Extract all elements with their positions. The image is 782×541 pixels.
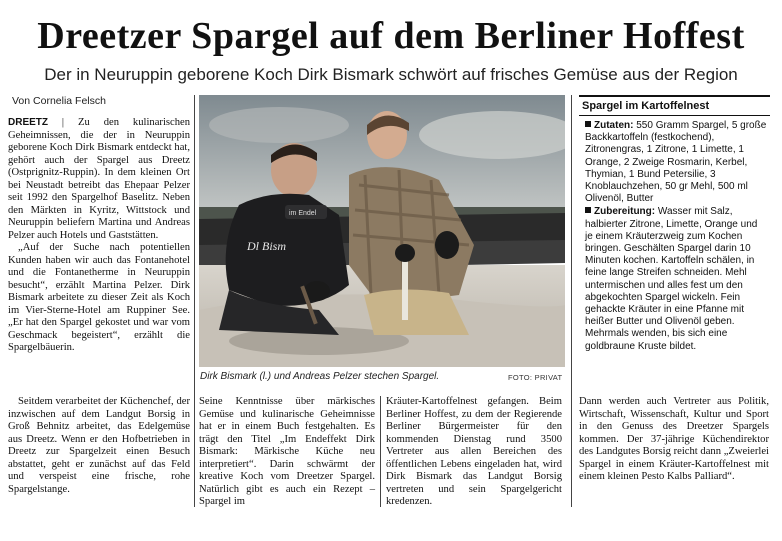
bullet-square-icon [585, 207, 591, 213]
paragraph-5: Kräuter-Kartoffelnest gefangen. Beim Berliner Hoffest, zu dem der Regierende Berliner Bürgermeister für den kommenden Dienstag rund 3500 Vertreter aus allen Bereichen des öffentlichen Lebens eingeladen hat, wird Dirk Bismark das Landgut Borsig vertreten und sein Spargelgericht kredenzen. [386, 396, 562, 507]
article-column-3 [386, 396, 562, 509]
subheadline: Der in Neuruppin geborene Koch Dirk Bismark schwört auf frisches Gemüse aus der Region [44, 65, 738, 84]
recipe-title: Spargel im Kartoffelnest [579, 95, 770, 116]
ingredients-text: 550 Gramm Spargel, 5 große Backkartoffeln (festkochend), Zitronengras, 1 Zitrone, 1 Limette, 1 Orange, 2 Zweige Rosmarin, Kerbel, Thymian, 1 Bund Petersilie, 3 Knoblauchzehen, 50 gr Mehl, 500 ml Olivenöl, Butter [585, 120, 767, 205]
shirt-text-2: Dl Bism [247, 239, 286, 253]
paragraph-3: Seitdem verarbeitet der Küchenchef, der inzwischen auf dem Landgut Borsig in Groß Behnitz arbeitet, das Edelgemüse aus Dreetz. Wenn er den Hofbetrieben in Dreetz zur Spargelzeit einen Besuch abstattet, geht er zunächst auf das Feld und verspeist eine frische, rohe Spargelstange. [8, 396, 190, 495]
photo-credit: FOTO: PRIVAT [508, 373, 563, 382]
dateline: DREETZ [8, 117, 48, 128]
preparation-text: Wasser mit Salz, halbierter Zitrone, Limette, Orange und je einem Kräuterzweig zum Kochen bringen. Geschälten Spargel darin 10 Minuten kochen. Kartoffeln schälen, in feine lange Streifen schneiden. Mehl untermischen und alles fest um den abgekochten Spargel wickeln. Fein gehackte Kräuter in eine Pfanne mit heißer Butter und Olivenöl geben. Mehrmals wenden, bis sich eine goldbraune Kruste bildet. [585, 206, 758, 352]
column-rule-2 [380, 396, 381, 507]
article-photo [199, 95, 565, 367]
paragraph-1: DREETZ | Zu den kulinarischen Geheimnissen, die der in Neuruppin geborene Koch Dirk Bismark entdeckt hat, gehört auch der Spargel aus Dreetz (Ostprignitz-Ruppin). In dem kleinen Ort bei Neustadt betreibt das Ehepaar Pelzer seit 1992 den Spargelhof Baselitz. Neben den Märkten in Kyritz, Wittstock und Neuruppin beliefern Martina und Andreas Pelzer auch Hotels und Gaststätten. [8, 117, 191, 241]
article-column-1 [8, 117, 190, 355]
recipe-box [579, 95, 770, 388]
column-rule-3 [571, 95, 572, 507]
column-rule-1 [194, 95, 195, 507]
paragraph-4: Seine Kenntnisse über märkisches Gemüse und kulinarische Geheimnisse hat er in einem Buch festgehalten. Es trägt den Titel „Im Endeffekt Dirk Bismark: Märkische Küche neu interpretiert“. Darin schwärmt der kreative Koch vom Dreetzer Spargel. Natürlich gibt es auch ein Rezept – Spargel im [199, 396, 375, 507]
bullet-square-icon [585, 121, 591, 127]
article-column-4 [579, 396, 769, 484]
ingredients-label: Zutaten: [594, 120, 634, 131]
recipe-ingredients [585, 120, 767, 205]
paragraph-2: „Auf der Suche nach potentiellen Kunden haben wir auch das Fontanehotel und die Fontanetherme in Neuruppin besucht“, erzählt Martina Pelzer. Dirk Bismark arbeitete zu dieser Zeit als Koch im Vier-Sterne-Hotel am Ruppiner See. „Er hat den Spargel gekostet und war vom Geschmack begeistert“, erzählt die Spargelbäuerin. [8, 242, 190, 353]
headline: Dreetzer Spargel auf dem Berliner Hoffest [37, 15, 745, 57]
article-column-2 [199, 396, 375, 509]
preparation-label: Zubereitung: [594, 206, 656, 218]
paragraph-1-text: Zu den kulinarischen Geheimnissen, die der in Neuruppin geborene Koch Dirk Bismark entdeckt hat, gehört auch der Spargel aus Dreetz (Ostprignitz-Ruppin). In dem kleinen Ort bei Neustadt betreibt das Ehepaar Pelzer seit 1992 den Spargelhof Baselitz. Neben den Märkten in Kyritz, Wittstock und Neuruppin beliefern Martina und Andreas Pelzer auch Hotels und Gaststätten. [8, 117, 191, 241]
byline: Von Cornelia Felsch [12, 95, 106, 107]
recipe-body [579, 116, 770, 353]
photo-caption: Dirk Bismark (l.) und Andreas Pelzer stechen Spargel. [200, 371, 440, 382]
recipe-preparation [585, 206, 767, 352]
article-column-1-bottom [8, 396, 190, 496]
shirt-text-1: im Endel [289, 210, 317, 217]
paragraph-6: Dann werden auch Vertreter aus Politik, Wirtschaft, Wissenschaft, Kultur und Sport in den Genuss des Dreetzer Spargels kommen. Der 37-jährige Küchendirektor des Landgutes Borsig reicht dann „Zweierlei Spargel in einem Kräuter-Kartoffelnest mit einem kleinen Pesto Kalbs Palliard“. [579, 396, 769, 482]
photo-illustration [199, 95, 565, 367]
